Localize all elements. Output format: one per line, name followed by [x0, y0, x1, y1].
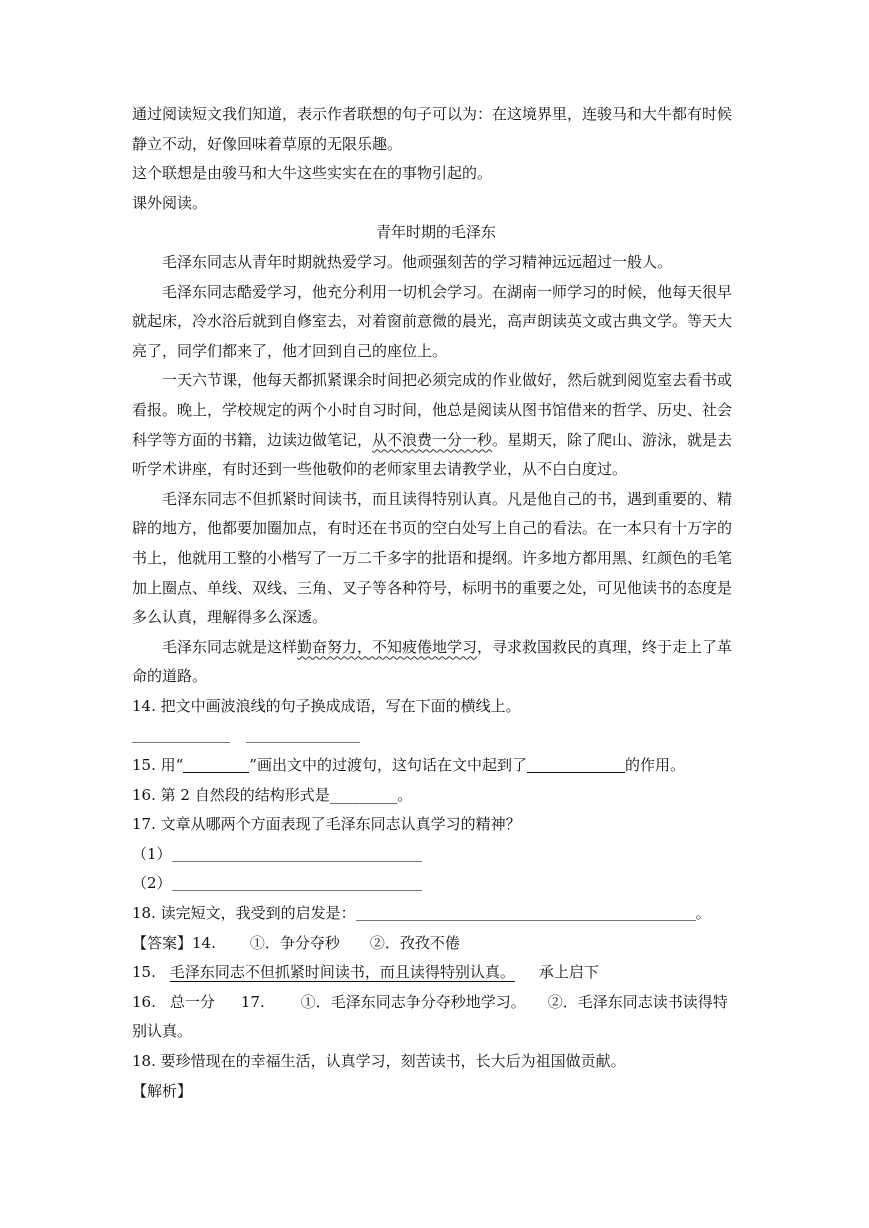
question-15 — [132, 751, 740, 781]
answer-line-3 — [132, 988, 740, 1018]
question-15-text-c: 的作用。 — [624, 756, 685, 775]
answer-15-sentence: 毛泽东同志不但抓紧时间读书，而且读得特别认真。 — [169, 963, 515, 982]
intro-line-3: 这个联想是由骏马和大牛这些实实在在的事物引起的。 — [132, 164, 493, 183]
paragraph-4-line-5: 多么认真，理解得多么深透。 — [132, 608, 328, 627]
intro-line-2: 静立不动，好像回味着草原的无限乐趣。 — [132, 134, 403, 153]
passage-title: 青年时期的毛泽东 — [375, 223, 496, 242]
question-18-text: 18. 读完短文，我受到的启发是： — [132, 904, 356, 923]
answer-17-item-2: ②．毛泽东同志读书读得特 — [547, 992, 728, 1011]
answer-16-number: 16. — [132, 992, 156, 1011]
paragraph-4-line-3: 书上，他就用工整的小楷写了一万二千多字的批语和提纲。许多地方都用黑、红颜色的毛笔 — [132, 548, 733, 567]
section-heading: 课外阅读。 — [132, 193, 208, 212]
answer-15-number: 15. — [132, 963, 156, 982]
paragraph-4-line-4: 加上圈点、单线、双线、三角、叉子等各种符号，标明书的重要之处，可见他读书的态度是 — [132, 578, 733, 597]
part-2-label: （2） — [132, 874, 172, 893]
answer-15-role: 承上启下 — [538, 963, 599, 982]
answer-14-number: 14. — [192, 933, 216, 952]
answer-line-4: 别认真。 — [132, 1022, 193, 1041]
answer-blank-5[interactable] — [172, 873, 422, 891]
question-18-period: 。 — [695, 904, 711, 923]
paragraph-3-line-2: 看报。晚上，学校规定的两个小时自习时间，他总是阅读从图书馆借来的哲学、历史、社会 — [132, 400, 733, 419]
answer-17-number: 17. — [240, 992, 265, 1011]
paragraph-5-line-2: 命的道路。 — [132, 667, 208, 686]
paragraph-2-line-3: 亮了，同学们都来了，他才回到自己的座位上。 — [132, 341, 448, 360]
paragraph-4-line-2: 辟的地方，他都要加圈加点，有时还在书页的空白处写上自己的看法。在一本只有十万字的 — [132, 519, 733, 538]
answer-17-item-1: ①．毛泽东同志争分夺秒地学习。 — [300, 992, 526, 1011]
paragraph-5-line-1 — [132, 633, 740, 663]
question-15-text-b: ”画出文中的过渡句，这句话在文中起到了 — [249, 756, 527, 775]
question-18 — [132, 899, 740, 929]
question-17-part-2 — [132, 869, 740, 899]
answer-18: 18. 要珍惜现在的幸福生活，认真学习，刻苦读书，长大后为祖国做贡献。 — [132, 1052, 626, 1070]
question-17-part-1 — [132, 840, 740, 870]
document-page — [132, 100, 740, 1106]
intro-line-1: 通过阅读短文我们知道，表示作者联想的句子可以为：在这境界里，连骏马和大牛都有时候 — [132, 105, 733, 123]
paragraph-4-line-1: 毛泽东同志不但抓紧时间读书，而且读得特别认真。凡是他自己的书，遇到重要的、精 — [162, 489, 733, 508]
question-16: 16. 第 2 自然段的结构形式是_________。 — [132, 785, 413, 804]
question-17: 17. 文章从哪两个方面表现了毛泽东同志认真学习的精神？ — [132, 815, 521, 834]
wavy-underlined-phrase: 勤奋努力，不知疲倦地学习 — [297, 637, 478, 656]
paragraph-3-line-4: 听学术讲座，有时还到一些他敬仰的老师家里去请教学业，从不白白度过。 — [132, 460, 628, 479]
analysis-label: 【解析】 — [132, 1081, 193, 1100]
answer-14-item-2: ②．孜孜不倦 — [369, 933, 460, 952]
answer-blank-6[interactable] — [356, 903, 696, 921]
paragraph-2-line-1: 毛泽东同志酷爱学习，他充分利用一切机会学习。在湖南一师学习的时候，他每天很早 — [162, 282, 733, 301]
paragraph-1: 毛泽东同志从青年时期就热爱学习。他顽强刻苦的学习精神远远超过一般人。 — [162, 252, 673, 271]
answer-blank-2[interactable] — [246, 725, 360, 743]
answer-16-text: 总一分 — [169, 992, 215, 1011]
answer-14-item-1: ①．争分夺秒 — [249, 933, 340, 952]
answer-label: 【答案】 — [132, 933, 193, 952]
paragraph-2-line-2: 就起床，冷水浴后就到自修室去，对着窗前意微的晨光，高声朗读英文或古典文学。等天大 — [132, 312, 733, 331]
question-14-blanks — [132, 721, 740, 751]
answer-line-2 — [132, 958, 740, 988]
answer-blank-4[interactable] — [172, 844, 422, 862]
answer-line-1 — [132, 929, 740, 959]
paragraph-3-line-1: 一天六节课，他每天都抓紧课余时间把必须完成的作业做好，然后就到阅览室去看书或 — [162, 371, 733, 390]
question-15-text-a: 15. 用“ — [132, 756, 184, 775]
wavy-underlined-sentence: 从不浪费一分一秒 — [372, 430, 493, 449]
part-1-label: （1） — [132, 844, 172, 863]
question-14: 14. 把文中画波浪线的句子换成成语，写在下面的横线上。 — [132, 696, 521, 715]
paragraph-5-text-a: 毛泽东同志就是这样 — [162, 637, 298, 656]
underline-mark-sample — [183, 755, 249, 773]
paragraph-5-text-c: ，寻求救国救民的真理，终于走上了革 — [477, 637, 733, 656]
answer-blank-1[interactable] — [132, 725, 230, 743]
paragraph-3-line-3 — [132, 426, 740, 456]
answer-blank-3[interactable] — [527, 755, 625, 773]
paragraph-3-text-c: 。星期天，除了爬山、游泳，就是去 — [492, 430, 733, 449]
paragraph-3-text-a: 科学等方面的书籍，边读边做笔记， — [132, 430, 373, 449]
